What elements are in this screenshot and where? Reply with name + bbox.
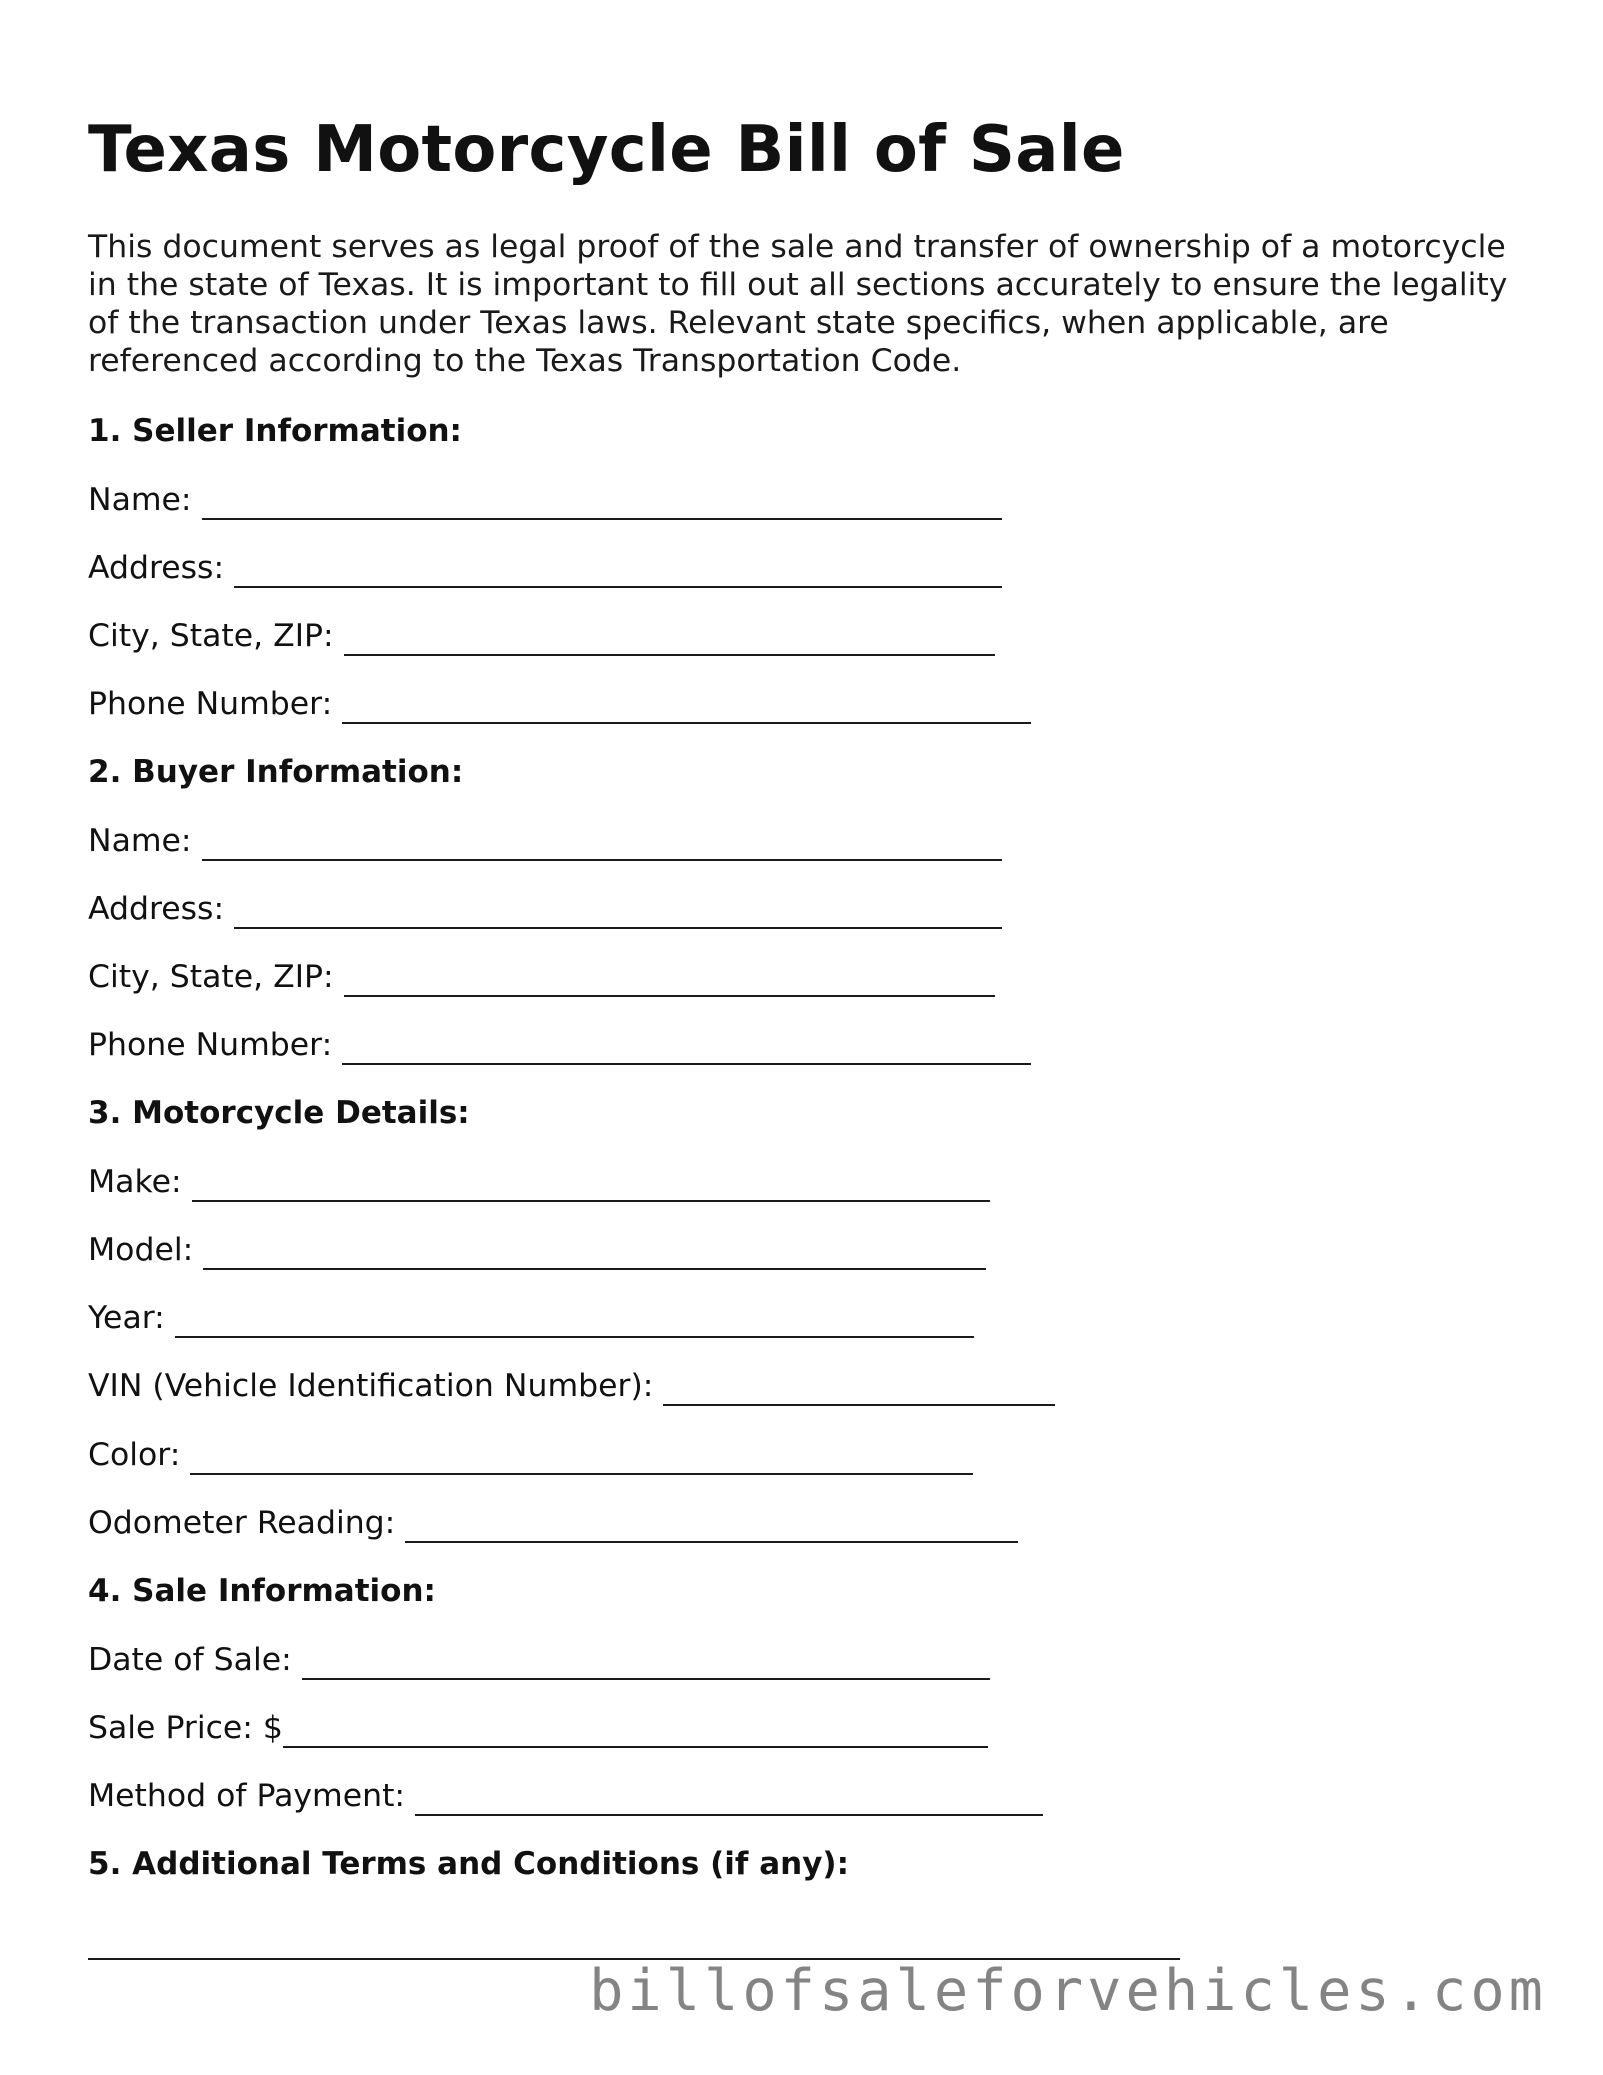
buyer-city-state-zip-field (88, 957, 995, 997)
seller-city-state-zip-line[interactable] (344, 624, 995, 656)
sale-price-label: Sale Price: $ (88, 1710, 283, 1746)
buyer-city-state-zip-line[interactable] (344, 965, 995, 997)
color-label: Color: (88, 1437, 181, 1473)
document-title: Texas Motorcycle Bill of Sale (88, 113, 1125, 187)
color-field (88, 1435, 973, 1475)
model-line[interactable] (203, 1238, 986, 1270)
sale-date-field (88, 1640, 990, 1680)
vin-label: VIN (Vehicle Identification Number): (88, 1368, 654, 1404)
intro-line: This document serves as legal proof of the sale and transfer of ownership of a motorcycle (88, 229, 1506, 265)
odometer-field (88, 1503, 1018, 1543)
buyer-section-heading: 2. Buyer Information: (88, 754, 464, 790)
buyer-phone-line[interactable] (342, 1033, 1031, 1065)
vin-field (88, 1366, 1055, 1406)
seller-phone-label: Phone Number: (88, 686, 333, 722)
odometer-line[interactable] (405, 1511, 1018, 1543)
model-field (88, 1230, 986, 1270)
odometer-label: Odometer Reading: (88, 1505, 396, 1541)
seller-address-field (88, 548, 1002, 588)
intro-paragraph (88, 228, 1528, 380)
intro-line: referenced according to the Texas Transportation Code. (88, 343, 962, 379)
make-field (88, 1162, 990, 1202)
year-line[interactable] (175, 1306, 974, 1338)
make-line[interactable] (192, 1170, 990, 1202)
sale-date-label: Date of Sale: (88, 1642, 292, 1678)
watermark-text: billofsaleforvehicles.com (589, 1958, 1547, 2024)
vin-line[interactable] (663, 1374, 1055, 1406)
seller-city-state-zip-field (88, 616, 995, 656)
seller-phone-field (88, 684, 1031, 724)
seller-name-label: Name: (88, 482, 192, 518)
seller-section-heading: 1. Seller Information: (88, 413, 462, 449)
seller-city-state-zip-label: City, State, ZIP: (88, 618, 334, 654)
model-label: Model: (88, 1232, 194, 1268)
intro-line: of the transaction under Texas laws. Relevant state specifics, when applicable, are (88, 305, 1389, 341)
motorcycle-section-heading: 3. Motorcycle Details: (88, 1095, 470, 1131)
payment-method-line[interactable] (415, 1784, 1043, 1816)
color-line[interactable] (190, 1443, 973, 1475)
seller-name-line[interactable] (202, 488, 1002, 520)
sale-date-line[interactable] (302, 1648, 990, 1680)
buyer-name-field (88, 821, 1002, 861)
seller-address-line[interactable] (234, 556, 1002, 588)
seller-address-label: Address: (88, 550, 225, 586)
buyer-name-line[interactable] (202, 829, 1002, 861)
payment-method-label: Method of Payment: (88, 1778, 406, 1814)
buyer-name-label: Name: (88, 823, 192, 859)
sale-section-heading: 4. Sale Information: (88, 1573, 436, 1609)
seller-name-field (88, 480, 1002, 520)
buyer-phone-field (88, 1025, 1031, 1065)
buyer-address-field (88, 889, 1002, 929)
buyer-address-label: Address: (88, 891, 225, 927)
terms-section-heading: 5. Additional Terms and Conditions (if any): (88, 1846, 849, 1882)
buyer-address-line[interactable] (234, 897, 1002, 929)
sale-price-line[interactable] (283, 1716, 988, 1748)
seller-phone-line[interactable] (342, 692, 1031, 724)
sale-price-field (88, 1708, 988, 1748)
buyer-city-state-zip-label: City, State, ZIP: (88, 959, 334, 995)
make-label: Make: (88, 1164, 182, 1200)
year-label: Year: (88, 1300, 165, 1336)
year-field (88, 1298, 974, 1338)
buyer-phone-label: Phone Number: (88, 1027, 333, 1063)
payment-method-field (88, 1776, 1043, 1816)
intro-line: in the state of Texas. It is important to fill out all sections accurately to ensure the legality (88, 267, 1508, 303)
